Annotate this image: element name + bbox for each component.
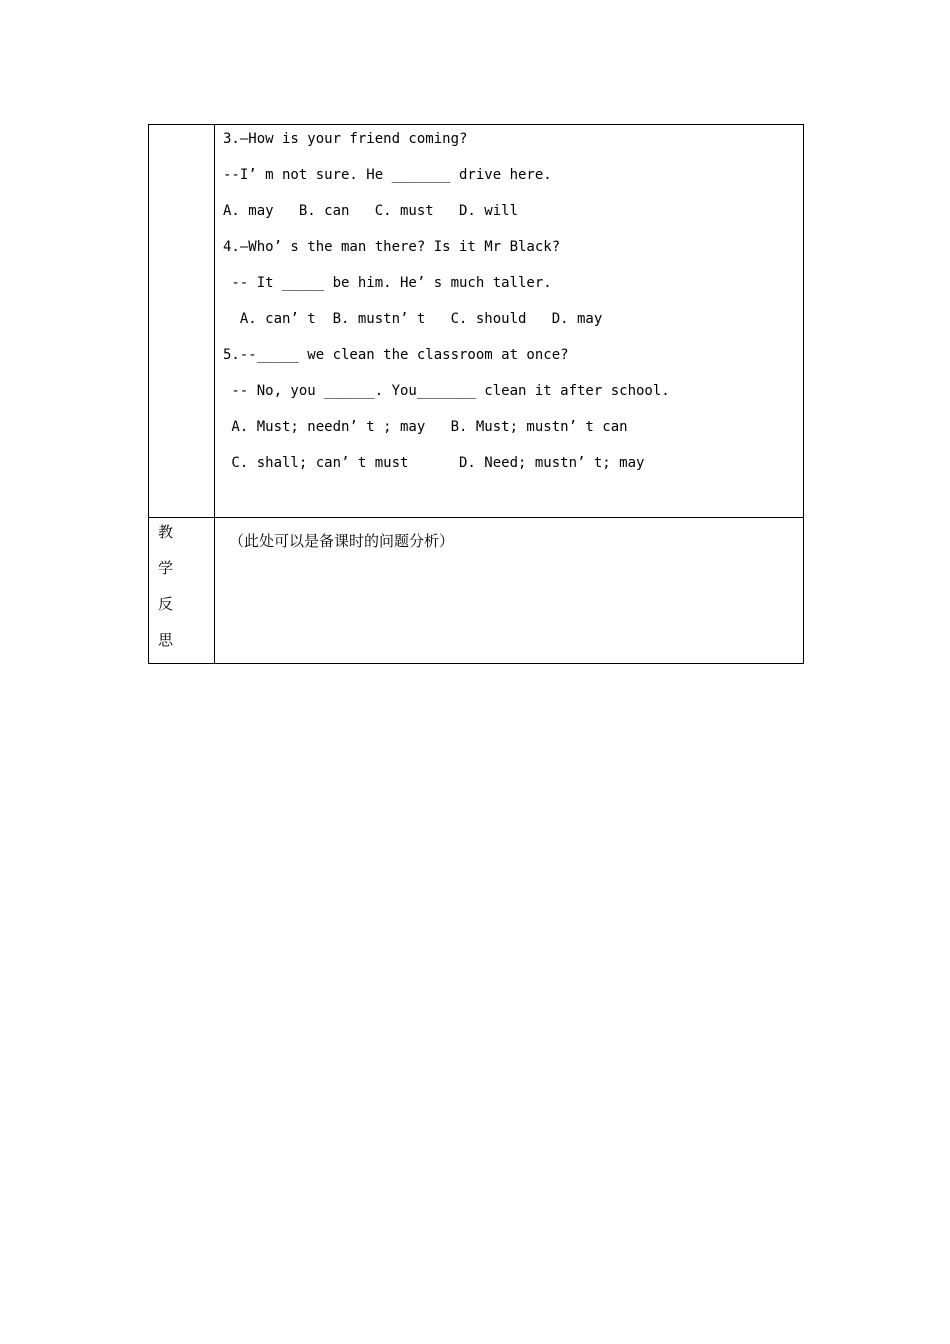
- reflection-label-char: 学: [158, 559, 174, 577]
- exercise-row: [149, 125, 804, 518]
- question-5-stem: 5.--_____ we clean the classroom at once?: [223, 347, 569, 363]
- question-5-options-ab: A. Must; needn’ t ; may B. Must; mustn’ t can: [223, 419, 628, 435]
- reflection-row: [149, 518, 804, 664]
- question-3-options: A. may B. can C. must D. will: [223, 203, 519, 219]
- question-4-options: A. can’ t B. mustn’ t C. should D. may: [223, 311, 603, 327]
- question-5-answer-line: -- No, you ______. You_______ clean it after school.: [223, 383, 670, 399]
- reflection-label: [149, 518, 214, 663]
- reflection-label-cell: [149, 518, 215, 664]
- question-3-answer-line: --I’ m not sure. He _______ drive here.: [223, 167, 552, 183]
- reflection-label-char: 反: [158, 595, 174, 613]
- question-5-options-cd: C. shall; can’ t must D. Need; mustn’ t; may: [223, 455, 645, 471]
- question-3-stem: 3.—How is your friend coming?: [223, 131, 468, 147]
- question-block: [215, 125, 803, 517]
- exercise-content-cell: [215, 125, 804, 518]
- exercise-label-cell: [149, 125, 215, 518]
- lesson-table: [148, 124, 804, 664]
- reflection-label-char: 思: [158, 631, 174, 649]
- reflection-label-char: 教: [158, 523, 174, 541]
- reflection-content: （此处可以是备课时的问题分析）: [229, 532, 455, 550]
- question-4-stem: 4.—Who’ s the man there? Is it Mr Black?: [223, 239, 561, 255]
- reflection-content-cell: [215, 518, 804, 664]
- question-4-answer-line: -- It _____ be him. He’ s much taller.: [223, 275, 552, 291]
